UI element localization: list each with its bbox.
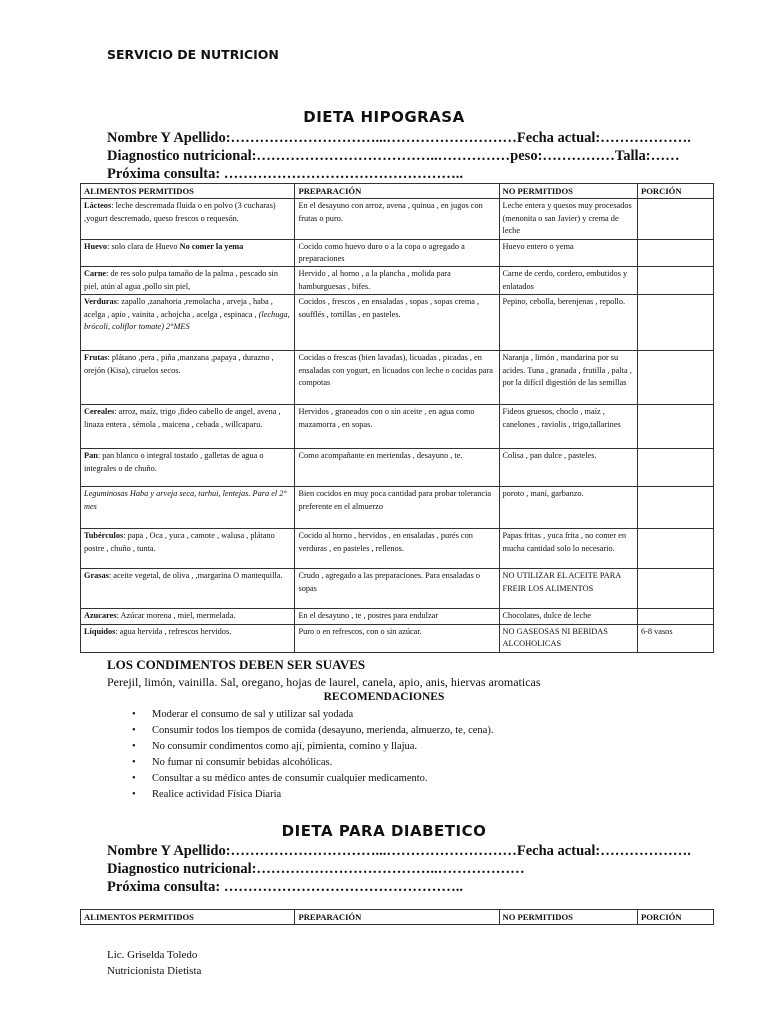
not-allowed-cell: NO GASEOSAS NI BEBIDAS ALCOHOLICAS xyxy=(499,624,637,652)
allowed-text: : aceite vegetal, de oliva , ,margarina O mantequilla. xyxy=(108,571,283,581)
not-allowed-cell: Chocolates, dulce de leche xyxy=(499,609,637,624)
list-item: • Consultar a su médico antes de consumir cualquier medicamento. xyxy=(132,771,493,787)
food-group-label: Líquidos xyxy=(84,626,116,636)
food-group-label: Pan xyxy=(84,451,98,461)
col-header-preparation: PREPARACIÓN xyxy=(295,184,499,199)
portion-cell xyxy=(637,487,713,529)
food-group-label: Verduras xyxy=(84,297,117,307)
preparation-cell: Cocidas o frescas (bien lavadas), licuadas , picadas , en ensaladas con yogurt, en licuados con leche o cocidas para compotas xyxy=(295,351,499,405)
col-header-allowed: ALIMENTOS PERMITIDOS xyxy=(81,184,295,199)
patient-fields-1 xyxy=(107,129,691,183)
food-group-label: Lácteos xyxy=(84,201,112,211)
list-item: • No consumir condimentos como ají, pimienta, comino y llajua. xyxy=(132,739,493,755)
table-row xyxy=(81,569,714,609)
not-allowed-cell: Colisa , pan dulce , pasteles. xyxy=(499,449,637,487)
preparation-cell: Cocido al horno , hervidos , en ensaladas , purés con verduras , en pasteles , rellenos. xyxy=(295,529,499,569)
col-header-preparation: PREPARACIÓN xyxy=(295,910,499,925)
table-row xyxy=(81,624,714,652)
not-allowed-cell: NO UTILIZAR EL ACEITE PARA FREIR LOS ALIMENTOS xyxy=(499,569,637,609)
allowed-cell xyxy=(81,449,295,487)
allowed-text: : papa , Oca , yuca , camote , walusa , plátano postre , chuño , tunta. xyxy=(84,531,275,553)
table-header-row xyxy=(81,910,714,925)
patient-fields-2 xyxy=(107,842,691,896)
food-group-label: Azucares xyxy=(84,611,117,621)
allowed-text: : leche descremada fluida o en polvo (3 cucharas) ,yogurt descremado, queso frescos o requesón. xyxy=(84,201,276,223)
service-header: SERVICIO DE NUTRICION xyxy=(107,47,279,62)
table-header-row xyxy=(81,184,714,199)
preparation-cell: Puro o en refrescos, con o sin azúcar. xyxy=(295,624,499,652)
list-item: • Moderar el consumo de sal y utilizar sal yodada xyxy=(132,707,493,723)
table-row xyxy=(81,609,714,624)
recommendations-list xyxy=(132,707,493,803)
col-header-portion: PORCIÓN xyxy=(637,184,713,199)
allowed-cell xyxy=(81,624,295,652)
allowed-cell xyxy=(81,529,295,569)
allowed-text: : Azúcar morena , miel, mermelada. xyxy=(116,611,236,621)
allowed-text: : agua hervida , refrescos hervidos. xyxy=(115,626,232,636)
portion-cell xyxy=(637,449,713,487)
allowed-cell xyxy=(81,405,295,449)
not-allowed-cell: Huevo entero o yema xyxy=(499,239,637,267)
table-row xyxy=(81,487,714,529)
food-group-label: Huevo xyxy=(84,241,108,251)
next-visit-field: Próxima consulta: ………………………………………….. xyxy=(107,879,464,895)
not-allowed-cell: poroto , maní, garbanzo. xyxy=(499,487,637,529)
allowed-text: : de res solo pulpa tamaño de la palma , pescado sin piel, atún al agua ,pollo sin piel, xyxy=(84,269,279,291)
not-allowed-cell: Naranja , limón , mandarina por su acides. Tuna , granada , frutilla , palta , por la difícil digestión de las semillas xyxy=(499,351,637,405)
preparation-cell: Bien cocidos en muy poca cantidad para probar tolerancia preferente en el almuerzo xyxy=(295,487,499,529)
table-row xyxy=(81,529,714,569)
portion-cell xyxy=(637,239,713,267)
portion-cell xyxy=(637,569,713,609)
food-group-label: Carne xyxy=(84,269,107,279)
allowed-cell xyxy=(81,267,295,295)
col-header-not-allowed: NO PERMITIDOS xyxy=(499,184,637,199)
not-allowed-cell: Pepino, cebolla, berenjenas , repollo. xyxy=(499,295,637,351)
food-group-label: Grasas xyxy=(84,571,109,581)
food-group-label: Tubérculos xyxy=(84,531,124,541)
next-visit-field: Próxima consulta: ………………………………………….. xyxy=(107,166,464,182)
portion-cell: 6-8 vasos xyxy=(637,624,713,652)
condiments-text: Perejil, limón, vainilla. Sal, oregano, hojas de laurel, canela, apio, anis, hiervas aromaticas xyxy=(107,675,541,689)
allowed-text: : arroz, maíz, trigo ,fideo cabello de angel, avena , linaza entera , sémola , maicena , cebada , willcaparu. xyxy=(84,407,281,429)
allowed-cell xyxy=(81,199,295,239)
name-date-field: Nombre Y Apellido:…………………………...………………………Fecha actual:………………. xyxy=(107,843,691,859)
not-allowed-cell: Carne de cerdo, cordero, embutidos y enlatados xyxy=(499,267,637,295)
nutritionist-role: Nutricionista Dietista xyxy=(107,964,202,977)
list-item: • Realice actividad Física Diaria xyxy=(132,787,493,803)
allowed-cell xyxy=(81,569,295,609)
table-row xyxy=(81,295,714,351)
diet-hipograsa-title: DIETA HIPOGRASA xyxy=(303,108,465,126)
allowed-text: : pan blanco o integral tostado , galletas de agua o integrales o de chuño. xyxy=(84,451,264,473)
portion-cell xyxy=(637,609,713,624)
signature xyxy=(107,948,201,979)
portion-cell xyxy=(637,529,713,569)
warning-note: No comer la yema xyxy=(179,241,244,251)
diet-diabetic-table xyxy=(80,909,714,925)
portion-cell xyxy=(637,199,713,239)
not-allowed-cell: Fideos gruesos, choclo , maíz , canelones , raviolis , trigo,tallarines xyxy=(499,405,637,449)
portion-cell xyxy=(637,405,713,449)
allowed-text: : plátano ,pera , piña ,manzana ,papaya , durazno , orejón (Kisa), ciruelos secos. xyxy=(84,353,274,375)
preparation-cell: En el desayuno , te , postres para endulzar xyxy=(295,609,499,624)
preparation-cell: Como acompañante en meriendas , desayuno , te. xyxy=(295,449,499,487)
allowed-text: : solo clara de Huevo xyxy=(107,241,180,251)
preparation-cell: Cocido como huevo duro o a la copa o agregado a preparaciones xyxy=(295,239,499,267)
diet-hipograsa-table xyxy=(80,183,714,653)
table-row xyxy=(81,449,714,487)
condiments-title: LOS CONDIMENTOS DEBEN SER SUAVES xyxy=(107,657,366,672)
recommendations-title: RECOMENDACIONES xyxy=(323,691,445,703)
allowed-cell xyxy=(81,487,295,529)
not-allowed-cell: Papas fritas , yuca frita , no comer en mucha cantidad solo lo necesario. xyxy=(499,529,637,569)
col-header-not-allowed: NO PERMITIDOS xyxy=(499,910,637,925)
not-allowed-cell: Leche entera y quesos muy procesados (menonita o san Javier) y crema de leche xyxy=(499,199,637,239)
diet-diabetic-title: DIETA PARA DIABETICO xyxy=(281,822,487,840)
preparation-cell: Hervido , al horno , a la plancha , molida para hamburguesas , bifes. xyxy=(295,267,499,295)
table-row xyxy=(81,405,714,449)
portion-cell xyxy=(637,295,713,351)
table-row xyxy=(81,239,714,267)
col-header-portion: PORCIÓN xyxy=(637,910,713,925)
preparation-cell: En el desayuno con arroz, avena , quinua , en jugos con frutas o puro. xyxy=(295,199,499,239)
list-item: • No fumar ni consumir bebidas alcohólicas. xyxy=(132,755,493,771)
allowed-cell xyxy=(81,239,295,267)
allowed-cell xyxy=(81,351,295,405)
table-row xyxy=(81,267,714,295)
preparation-cell: Hervidos , graneados con o sin aceite , en agua como mazamorra , en sopas. xyxy=(295,405,499,449)
portion-cell xyxy=(637,351,713,405)
allowed-cell xyxy=(81,295,295,351)
table-row xyxy=(81,351,714,405)
diagnosis-field: Diagnostico nutricional:………………………………..……………… xyxy=(107,861,525,877)
nutritionist-name: Lic. Griselda Toledo xyxy=(107,949,198,961)
diagnosis-field: Diagnostico nutricional:………………………………..……………peso:……………Talla:…… xyxy=(107,148,680,164)
allowed-cell xyxy=(81,609,295,624)
col-header-allowed: ALIMENTOS PERMITIDOS xyxy=(81,910,295,925)
name-date-field: Nombre Y Apellido:…………………………...………………………Fecha actual:………………. xyxy=(107,130,691,146)
list-item: • Consumir todos los tiempos de comida (desayuno, merienda, almuerzo, te, cena). xyxy=(132,723,493,739)
food-group-label: Frutas xyxy=(84,353,108,363)
portion-cell xyxy=(637,267,713,295)
food-group-label: Cereales xyxy=(84,407,115,417)
preparation-cell: Crudo , agregado a las preparaciones. Para ensaladas o sopas xyxy=(295,569,499,609)
table-row xyxy=(81,199,714,239)
italic-note: (lechuga, brócoli, coliflor tomate) 2°MES xyxy=(84,309,290,332)
allowed-text: : zapallo ,zanahoria ,remolacha , arveja , haba , acelga , apio , vainita , achojcha , acelga , espinaca , xyxy=(84,297,273,319)
preparation-cell: Cocidos , frescos , en ensaladas , sopas , sopas crema , soufflés , tortillas , en pasteles. xyxy=(295,295,499,351)
italic-note: Leguminosas Haba y arveja seca, tarhui, lentejas. Para el 2° mes xyxy=(84,489,287,511)
